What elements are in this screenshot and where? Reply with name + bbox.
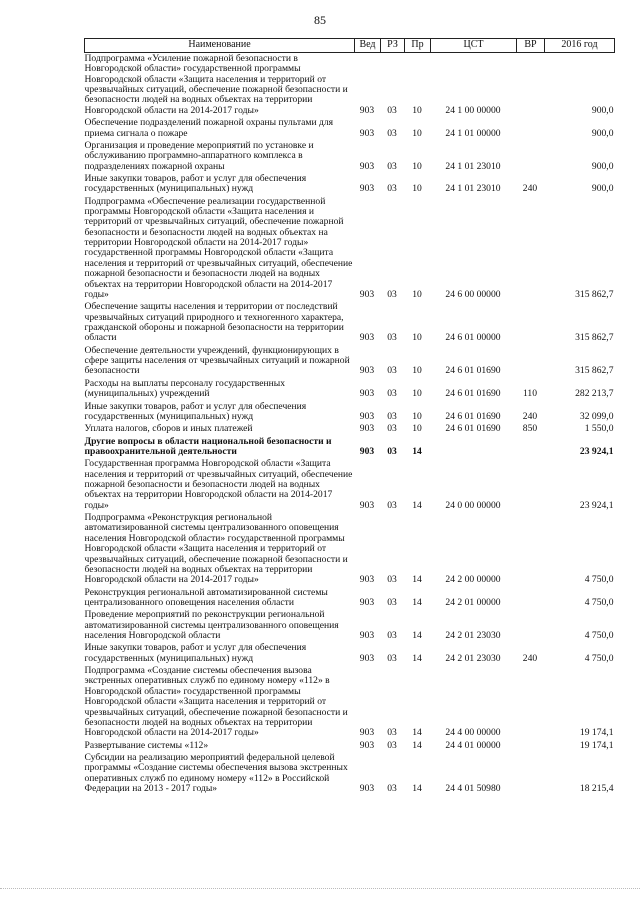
cell-pr: 14 (412, 739, 422, 751)
table-row (85, 345, 615, 378)
cell-cst: 24 6 01 00000 (445, 332, 501, 344)
cell-vr (517, 117, 545, 140)
cell-pr: 14 (412, 574, 422, 586)
cell-ved: 903 (359, 739, 375, 751)
header-row (85, 39, 615, 53)
cell-amount: 4 750,0 (584, 630, 614, 642)
table-row (85, 117, 615, 140)
table-row (85, 53, 615, 118)
cell-vr: 110 (522, 388, 538, 400)
cell-ved: 903 (359, 727, 375, 739)
cell-ved: 903 (359, 652, 375, 664)
cell-ved: 903 (359, 365, 375, 377)
cell-ved: 903 (359, 423, 375, 435)
cell-rz: 03 (387, 783, 397, 795)
cell-cst: 24 1 01 23010 (445, 183, 501, 195)
cell-cst: 24 2 01 23030 (445, 652, 501, 664)
cell-vr (517, 752, 545, 795)
cell-vr (517, 301, 545, 344)
cell-ved: 903 (359, 104, 375, 116)
cell-ved: 903 (359, 783, 375, 795)
cell-rz: 03 (387, 423, 397, 435)
cell-cst: 24 4 01 50980 (445, 783, 501, 795)
cell-rz: 03 (387, 127, 397, 139)
cell-vr: 240 (522, 410, 538, 422)
cell-pr: 10 (412, 410, 422, 422)
cell-amount: 4 750,0 (584, 574, 614, 586)
cell-pr: 14 (412, 727, 422, 739)
cell-rz: 03 (387, 365, 397, 377)
cell-cst (431, 436, 517, 459)
cell-cst: 24 4 00 00000 (445, 727, 501, 739)
cell-ved: 903 (359, 499, 375, 511)
cell-name: Иные закупки товаров, работ и услуг для обеспечения государственных (муниципальных) нужд (84, 642, 307, 664)
table-row (85, 196, 615, 302)
cell-ved: 903 (359, 332, 375, 344)
table-row (85, 378, 615, 401)
cell-name: Обеспечение подразделений пожарной охраны пультами для приема сигнала о пожаре (84, 117, 334, 139)
header-pr: Пр (405, 39, 431, 53)
cell-rz: 03 (387, 727, 397, 739)
cell-name: Реконструкция региональной автоматизированной системы централизованного оповещения населения области (84, 586, 328, 608)
table-row (85, 401, 615, 424)
cell-amount: 23 924,1 (579, 445, 614, 457)
cell-amount: 315 862,7 (575, 288, 614, 300)
cell-amount: 282 213,7 (575, 388, 614, 400)
cell-amount: 315 862,7 (575, 365, 614, 377)
cell-rz: 03 (387, 652, 397, 664)
table-row (85, 587, 615, 610)
header-year: 2016 год (545, 39, 615, 53)
cell-pr: 14 (412, 596, 422, 608)
cell-ved: 903 (359, 288, 375, 300)
cell-vr (517, 53, 545, 118)
cell-vr (517, 458, 545, 512)
table-row (85, 301, 615, 344)
cell-name: Подпрограмма «Создание системы обеспечения вызова экстренных оперативных служб по единому номеру «112» в Новгородской области» государственной программы Новгородской области «Защита населения и территорий от чрезвычайных ситуаций, обеспечение пожарной безопасности и безопасности людей на водных объектах на территории Новгородской области на 2014-2017 годы» (84, 665, 348, 739)
page-number: 85 (314, 13, 326, 27)
cell-rz: 03 (387, 739, 397, 751)
cell-amount: 1 550,0 (584, 423, 614, 435)
cell-vr (517, 740, 545, 752)
cell-rz: 03 (387, 104, 397, 116)
cell-pr: 14 (412, 445, 422, 457)
cell-name: Расходы на выплаты персоналу государственных (муниципальных) учреждений (84, 377, 286, 400)
cell-rz: 03 (387, 288, 397, 300)
cell-pr: 10 (412, 365, 422, 377)
cell-cst: 24 4 01 00000 (445, 739, 501, 751)
table-row (85, 512, 615, 587)
cell-name: Субсидии на реализацию мероприятий федеральной целевой программы «Создание системы обеспечения вызова экстренных оперативных служб по единому номеру «112» в Российской Федерации на 2013 - 2017 годы» (84, 752, 348, 795)
cell-rz: 03 (387, 160, 397, 172)
table-row (85, 740, 615, 752)
table-row (85, 140, 615, 173)
table-row (85, 642, 615, 665)
cell-amount: 900,0 (591, 127, 614, 139)
table-row (85, 423, 615, 435)
cell-vr (517, 436, 545, 459)
table-row (85, 609, 615, 642)
cell-pr: 14 (412, 499, 422, 511)
cell-pr: 10 (412, 288, 422, 300)
cell-rz: 03 (387, 596, 397, 608)
cell-rz: 03 (387, 445, 397, 457)
cell-name: Подпрограмма «Усиление пожарной безопасности в Новгородской области» государственной программы Новгородской области «Защита населения и территорий от чрезвычайных ситуаций, обеспечение пожарной безопасности и безопасности людей на водных объектах на территории Новгородской области на 2014-2017 годы» (84, 53, 348, 116)
cell-pr: 10 (412, 104, 422, 116)
table-row (85, 458, 615, 512)
table-body (85, 53, 615, 796)
cell-cst: 24 0 00 00000 (445, 499, 501, 511)
cell-amount: 900,0 (591, 104, 614, 116)
cell-name: Иные закупки товаров, работ и услуг для обеспечения государственных (муниципальных) нужд (84, 172, 307, 195)
table-row (85, 752, 615, 795)
cell-amount: 32 099,0 (579, 410, 614, 422)
cell-name: Организация и проведение мероприятий по установке и обслуживанию программно-аппаратного комплекса в подразделениях пожарной охраны (84, 139, 314, 172)
cell-name: Обеспечение защиты населения и территории от последствий чрезвычайных ситуаций природного и техногенного характера, гражданской обороны и пожарной безопасности на территории области (84, 301, 344, 344)
cell-name: Уплата налогов, сборов и иных платежей (84, 423, 253, 435)
cell-vr (517, 587, 545, 610)
cell-pr: 10 (412, 160, 422, 172)
cell-ved: 903 (359, 388, 375, 400)
cell-ved: 903 (359, 410, 375, 422)
cell-amount: 18 215,4 (579, 783, 614, 795)
cell-pr: 14 (412, 652, 422, 664)
cell-name: Подпрограмма «Обеспечение реализации государственной программы Новгородской области «Защита населения и территорий от чрезвычайных ситуаций, обеспечение пожарной безопасности и безопасности людей на водных объектах на территории Новгородской области на 2014-2017 годы» государственной программы Новгородской области «Защита населения и территорий от чрезвычайных ситуаций, обеспечение пожарной безопасности и безопасности людей на водных объектах на территории Новгородской области на 2014-2017 годы» (84, 195, 353, 300)
budget-table (84, 38, 615, 795)
cell-vr: 240 (522, 652, 538, 664)
cell-name: Иные закупки товаров, работ и услуг для обеспечения государственных (муниципальных) нужд (84, 400, 307, 422)
cell-amount: 315 862,7 (575, 332, 614, 344)
cell-name: Проведение мероприятий по реконструкции региональной автоматизированной системы централизованного оповещения населения Новгородской области (84, 609, 339, 642)
cell-ved: 903 (359, 127, 375, 139)
cell-amount: 19 174,1 (579, 727, 614, 739)
cell-vr (517, 665, 545, 740)
header-name: Наименование (85, 39, 355, 53)
cell-vr (517, 512, 545, 587)
cell-cst: 24 1 00 00000 (445, 104, 501, 116)
cell-vr (517, 140, 545, 173)
cell-pr: 10 (412, 183, 422, 195)
cell-vr (517, 196, 545, 302)
cell-ved: 903 (359, 630, 375, 642)
cell-rz: 03 (387, 499, 397, 511)
cell-ved: 903 (359, 445, 375, 457)
cell-ved: 903 (359, 574, 375, 586)
cell-rz: 03 (387, 574, 397, 586)
cell-cst: 24 6 01 01690 (445, 410, 501, 422)
cell-cst: 24 2 01 23030 (445, 630, 501, 642)
cell-cst: 24 6 01 01690 (445, 388, 501, 400)
cell-amount: 19 174,1 (579, 739, 614, 751)
cell-cst: 24 2 01 00000 (445, 596, 501, 608)
cell-ved: 903 (359, 160, 375, 172)
cell-name: Другие вопросы в области национальной безопасности и правоохранительной деятельности (84, 435, 332, 457)
cell-rz: 03 (387, 332, 397, 344)
header-rz: РЗ (381, 39, 405, 53)
cell-rz: 03 (387, 410, 397, 422)
cell-name: Развертывание системы «112» (84, 739, 209, 751)
cell-ved: 903 (359, 183, 375, 195)
cell-cst: 24 6 00 00000 (445, 288, 501, 300)
cell-amount: 4 750,0 (584, 596, 614, 608)
cell-pr: 10 (412, 332, 422, 344)
cell-name: Государственная программа Новгородской области «Защита населения и территорий от чрезвычайных ситуаций, обеспечение пожарной безопасности и безопасности людей на водных объектах на территории Новгородской области на 2014-2017 годы» (84, 458, 353, 511)
cell-cst: 24 6 01 01690 (445, 423, 501, 435)
header-cst: ЦСТ (431, 39, 517, 53)
cell-name: Подпрограмма «Реконструкция региональной автоматизированной системы централизованного оповещения населения Новгородской области» государственной программы Новгородской области «Защита населения и территорий от чрезвычайных ситуаций, обеспечение пожарной безопасности и безопасности людей на водных объектах на территории Новгородской области на 2014-2017 годы» (84, 512, 348, 586)
cell-pr: 14 (412, 783, 422, 795)
cell-cst: 24 1 01 00000 (445, 127, 501, 139)
cell-rz: 03 (387, 388, 397, 400)
cell-pr: 10 (412, 388, 422, 400)
cell-rz: 03 (387, 630, 397, 642)
cell-pr: 10 (412, 423, 422, 435)
cell-amount: 900,0 (591, 183, 614, 195)
cell-amount: 23 924,1 (579, 499, 614, 511)
cell-pr: 14 (412, 630, 422, 642)
cell-amount: 900,0 (591, 160, 614, 172)
cell-vr: 850 (522, 423, 538, 435)
cell-name: Обеспечение деятельности учреждений, функционирующих в сфере защиты населения от чрезвычайных ситуаций и пожарной безопасности (84, 344, 350, 377)
header-ved: Вед (355, 39, 381, 53)
cell-vr (517, 609, 545, 642)
cell-cst: 24 2 00 00000 (445, 574, 501, 586)
header-vr: ВР (517, 39, 545, 53)
table-row (85, 665, 615, 740)
cell-amount: 4 750,0 (584, 652, 614, 664)
table-row (85, 173, 615, 196)
cell-ved: 903 (359, 596, 375, 608)
table-row (85, 436, 615, 459)
cell-vr (517, 345, 545, 378)
cell-pr: 10 (412, 127, 422, 139)
scan-edge-dots (0, 888, 640, 890)
cell-cst: 24 1 01 23010 (445, 160, 501, 172)
cell-rz: 03 (387, 183, 397, 195)
cell-cst: 24 6 01 01690 (445, 365, 501, 377)
cell-vr: 240 (522, 183, 538, 195)
